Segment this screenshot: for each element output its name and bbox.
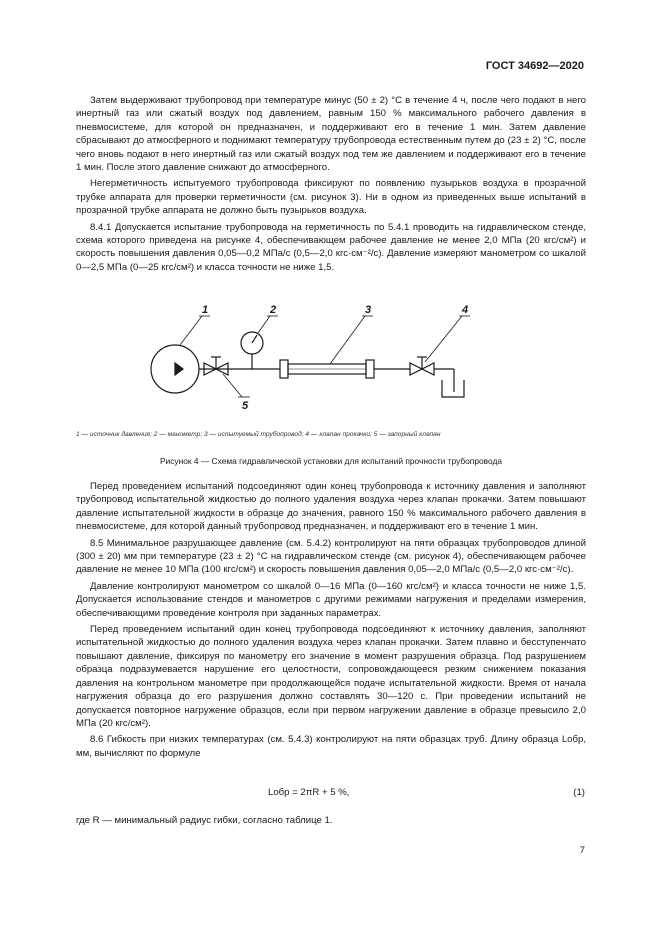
- fitting-right: [366, 360, 374, 378]
- paragraph: Затем выдерживают трубопровод при температуре минус (50 ± 2) °С в течение 4 ч, после чего подают в него инертный газ или сжатый воздух под давлением, равным 150 % максимального рабочего давления в пневмосистеме, для которой он предназначен, и поддерживают его в течение 1 мин. Затем давление сбрасывают до атмосферного и поднимают температуру трубопровода естественным путем до (23 ± 2) °С, после чего вновь подают в него инертный газ или сжатый воздух под тем же давлением и поддерживают его в течение 1 мин. После этого давление снижают до атмосферного.: [76, 95, 586, 174]
- bleed-valve-4: [410, 363, 422, 375]
- paragraph: 8.6 Гибкость при низких температурах (см. 5.4.3) контролируют на пяти образцах труб. Длину образца Lобр, мм, вычисляют по формуле: [76, 734, 586, 759]
- formula: Lобр = 2πR + 5 %,: [268, 787, 350, 798]
- paragraph: Давление контролируют манометром со шкалой 0—16 МПа (0—160 кгс/см²) и класса точности не ниже 1,5. Допускается использование стендов и манометров с другими режимами нагружения и пределами измерения, обеспечивающими проведение контроля при заданных параметрах.: [76, 580, 586, 619]
- figure-label-3: 3: [365, 304, 372, 316]
- source-arrow: [175, 363, 183, 375]
- document-header: ГОСТ 34692—2020: [485, 60, 584, 72]
- page-number: 7: [579, 845, 585, 856]
- figure-label-4: 4: [462, 304, 469, 316]
- fitting-left: [280, 360, 288, 378]
- figure-label-5: 5: [242, 400, 249, 412]
- text-block-top: [76, 94, 586, 277]
- paragraph: Перед проведением испытаний один конец трубопровода подсоединяют к источнику давления, заполняют испытательной жидкостью до полного удаления воздуха через клапан прокачки. Затем плавно и бесступенчато повышают давление, фиксируя по манометру его значение в момент разрушения образца. Под разрушением образца подразумевается нарушение его целостности, сопровождающееся резким снижением показания давления на контрольном манометре при продолжающейся подаче испытательной жидкости. Время от начала нагружения образца до его разрушения должно составлять 30—120 с. При проведении испытаний не допускается повторное нагружение образцов, если при первом нагружении давление в образце превысило 2,0 МПа (20 кгс/см²).: [76, 624, 586, 729]
- paragraph: 8.5 Минимальное разрушающее давление (см. 5.4.2) контролируют на пяти образцах трубопроводов длиной (300 ± 20) мм при температуре (23 ± 2) °С на гидравлическом стенде (см. рисунок 4), обеспечивающем рабочее давление не менее 10 МПа (100 кгс/см²) и скорость повышения давления 0,05—2,0 МПа/с (0,5—2,0 кгс·см⁻²/с).: [76, 537, 586, 576]
- figure-caption: Рисунок 4 — Схема гидравлической установки для испытаний прочности трубопровода: [159, 456, 503, 466]
- figure-legend: 1 — источник давления; 2 — манометр; 3 — испытуемый трубопровод; 4 — клапан прокачки; 5 — запорный клапан: [76, 431, 441, 438]
- drain-tank: [442, 380, 464, 397]
- hydraulic-scheme-figure: [120, 302, 560, 412]
- formula-number: (1): [573, 787, 585, 798]
- figure-label-2: 2: [270, 304, 277, 316]
- paragraph: Негерметичность испытуемого трубопровода фиксируют по появлению пузырьков воздуха в прозрачной трубке аппарата для проверки герметичности (см. рисунок 3). Ни в одном из приведенных выше испытаний в прозрачной трубке аппарата не должно быть пузырьков воздуха.: [76, 178, 586, 217]
- paragraph: 8.4.1 Допускается испытание трубопровода на герметичность по 5.4.1 проводить на гидравлическом стенде, схема которого приведена на рисунке 4, обеспечивающем рабочее давление не менее 2,0 МПа (20 кгс/см²) и скорость повышения давления 0,05—0,2 МПа/с (0,5—2,0 кгс·см⁻²/с). Давление измеряют манометром со шкалой 0—2,5 МПа (0—25 кгс/см²) и класса точности не ниже 1,5.: [76, 221, 586, 273]
- paragraph: Перед проведением испытаний подсоединяют один конец трубопровода к источнику давления и заполняют трубопровод испытательной жидкостью до полного удаления воздуха через клапан прокачки. Затем повышают давление испытательной жидкости в образце до значения, равного 150 % максимального рабочего давления в пневмосистеме, для которой данный трубопровод предназначен, и поддерживают его в течение 1 мин.: [76, 481, 586, 533]
- figure-label-1: 1: [202, 304, 209, 316]
- text-block-bottom: [76, 480, 586, 763]
- formula-explanation: где R — минимальный радиус гибки, согласно таблице 1.: [76, 815, 333, 826]
